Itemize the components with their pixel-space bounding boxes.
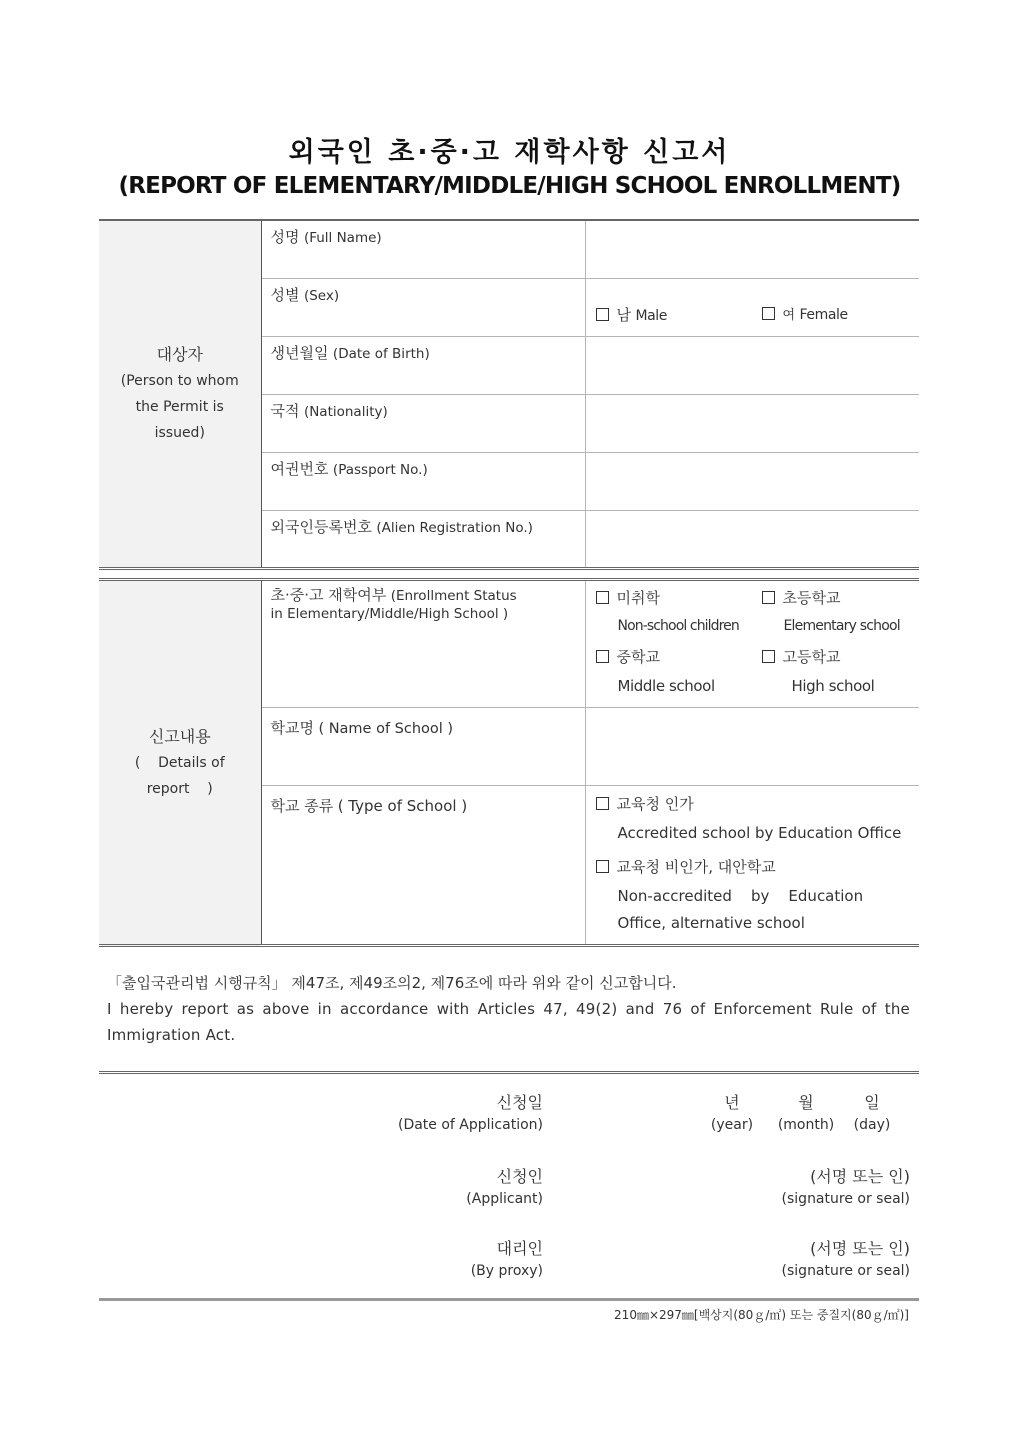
birth-date-label-ko: 생년월일: [270, 343, 329, 362]
declaration-en: I hereby report as above in accordance with Articles 47, 49(2) and 76 of Enforcement Rule of the Immigration Act.: [107, 1000, 910, 1044]
enrollment-status-field: [585, 580, 919, 708]
non-school-ko: 미취학: [616, 589, 660, 607]
enrollment-label-ko: 초·중·고 재학여부: [270, 586, 387, 604]
application-date-ko: 신청일: [496, 1093, 543, 1112]
applicant-ko: 신청인: [496, 1167, 543, 1186]
declaration-ko: 「출입국관리법 시행규칙」 제47조, 제49조의2, 제76조에 따라 위와 같이 신고합니다.: [107, 974, 677, 992]
birth-date-label: [261, 336, 585, 394]
passport-label: [261, 452, 585, 510]
application-date-en: (Date of Application): [397, 1117, 543, 1133]
passport-label-en: (Passport No.): [332, 461, 428, 478]
sex-label: [261, 278, 585, 336]
checkbox-icon[interactable]: [762, 307, 775, 320]
option-non-school[interactable]: [596, 587, 762, 634]
school-type-field: [585, 786, 919, 946]
full-name-label-en: (Full Name): [303, 230, 382, 246]
subject-info-table: [99, 219, 919, 570]
school-type-label-en: ( Type of School ): [337, 797, 468, 815]
nationality-label-en: (Nationality): [303, 403, 388, 420]
enrollment-status-label: [261, 580, 585, 708]
subject-category-en-2: the Permit is: [135, 398, 224, 415]
year-unit[interactable]: [707, 1092, 757, 1136]
application-date-label: [398, 1092, 543, 1136]
checkbox-icon[interactable]: [596, 650, 609, 663]
enrollment-label-en-2: in Elementary/Middle/High School ): [270, 606, 509, 622]
school-type-label-ko: 학교 종류: [270, 797, 334, 815]
full-name-field[interactable]: [585, 220, 919, 278]
applicant-signature[interactable]: [782, 1166, 910, 1210]
subject-category-en-3: issued): [154, 424, 205, 441]
applicant-sign-ko: (서명 또는 인): [810, 1167, 910, 1186]
applicant-label: [466, 1166, 543, 1210]
school-name-field[interactable]: [585, 708, 919, 786]
report-details-table: [99, 578, 919, 947]
year-en: (year): [710, 1117, 754, 1133]
proxy-signature[interactable]: [782, 1238, 910, 1282]
birth-date-field[interactable]: [585, 336, 919, 394]
full-name-label: [261, 220, 585, 278]
report-category-ko: 신고내용: [148, 726, 211, 746]
checkbox-icon[interactable]: [596, 860, 609, 873]
middle-ko: 중학교: [616, 648, 660, 666]
female-ko: 여: [782, 307, 796, 323]
report-category-en-1: ( Details of: [134, 754, 225, 771]
school-name-label-en: ( Name of School ): [318, 721, 454, 737]
sex-field: [585, 278, 919, 336]
alien-registration-field[interactable]: [585, 510, 919, 568]
subject-category-ko: 대상자: [156, 344, 203, 364]
elementary-en: Elementary school: [783, 618, 900, 634]
alien-registration-label-en: (Alien Registration No.): [376, 519, 533, 536]
high-ko: 고등학교: [782, 648, 841, 666]
checkbox-icon[interactable]: [762, 650, 775, 663]
day-ko: 일: [864, 1093, 880, 1112]
high-en: High school: [791, 677, 875, 695]
checkbox-icon[interactable]: [596, 308, 609, 321]
declaration: [107, 970, 910, 1048]
day-unit[interactable]: [849, 1092, 895, 1136]
checkbox-icon[interactable]: [596, 797, 609, 810]
male-ko: 남: [616, 305, 631, 324]
option-middle[interactable]: [596, 646, 762, 695]
year-ko: 년: [724, 1093, 740, 1112]
proxy-en: (By proxy): [470, 1263, 543, 1279]
proxy-sign-ko: (서명 또는 인): [810, 1239, 910, 1258]
report-category-cell: [99, 580, 261, 946]
subject-category-cell: [99, 220, 261, 568]
day-en: (day): [853, 1117, 891, 1133]
non-accredited-en-1: Non-accredited by Education: [617, 887, 864, 905]
school-type-label: [261, 786, 585, 946]
sex-label-ko: 성별: [270, 285, 300, 304]
elementary-ko: 초등학교: [782, 589, 841, 607]
sex-option-female[interactable]: [762, 304, 848, 325]
checkbox-icon[interactable]: [596, 591, 609, 604]
report-category-en-2: report ): [146, 780, 213, 797]
form-title-korean: 외국인 초·중·고 재학사항 신고서: [288, 137, 731, 168]
middle-en: Middle school: [617, 677, 715, 695]
month-en: (month): [777, 1117, 835, 1133]
subject-category-en-1: (Person to whom: [120, 372, 239, 389]
option-accredited[interactable]: [596, 793, 910, 842]
school-name-label: [261, 708, 585, 786]
passport-label-ko: 여권번호: [270, 459, 329, 478]
accredited-en: Accredited school by Education Office: [617, 824, 902, 842]
sex-option-male[interactable]: [596, 304, 762, 325]
option-high[interactable]: [762, 646, 875, 695]
nationality-label: [261, 394, 585, 452]
alien-registration-label-ko: 외국인등록번호: [270, 517, 372, 536]
sex-label-en: (Sex): [303, 287, 340, 304]
non-accredited-en-2: Office, alternative school: [617, 914, 805, 932]
non-accredited-ko: 교육청 비인가, 대안학교: [616, 858, 776, 876]
month-ko: 월: [798, 1093, 814, 1112]
applicant-sign-en: (signature or seal): [781, 1191, 910, 1207]
full-name-label-ko: 성명: [270, 228, 300, 246]
enrollment-label-en-1: (Enrollment Status: [390, 588, 517, 604]
alien-registration-label: [261, 510, 585, 568]
applicant-en: (Applicant): [466, 1191, 543, 1207]
proxy-ko: 대리인: [496, 1239, 543, 1258]
month-unit[interactable]: [773, 1092, 839, 1136]
checkbox-icon[interactable]: [762, 591, 775, 604]
nationality-label-ko: 국적: [270, 401, 300, 420]
male-en: Male: [635, 307, 668, 324]
proxy-sign-en: (signature or seal): [781, 1263, 910, 1279]
proxy-label: [471, 1238, 543, 1282]
passport-field[interactable]: [585, 452, 919, 510]
paper-spec-footer: 210㎜×297㎜[백상지(80ｇ/㎡) 또는 중질지(80ｇ/㎡)]: [614, 1308, 909, 1322]
option-non-accredited[interactable]: [596, 856, 910, 932]
signature-section: [99, 1071, 919, 1301]
female-en: Female: [799, 306, 848, 323]
birth-date-label-en: (Date of Birth): [332, 345, 430, 362]
non-school-en: Non-school children: [617, 618, 739, 634]
option-elementary[interactable]: [762, 587, 900, 634]
form-title-english: (REPORT OF ELEMENTARY/MIDDLE/HIGH SCHOOL ENROLLMENT): [118, 173, 901, 199]
school-name-label-ko: 학교명: [270, 719, 314, 737]
accredited-ko: 교육청 인가: [616, 795, 694, 813]
nationality-field[interactable]: [585, 394, 919, 452]
